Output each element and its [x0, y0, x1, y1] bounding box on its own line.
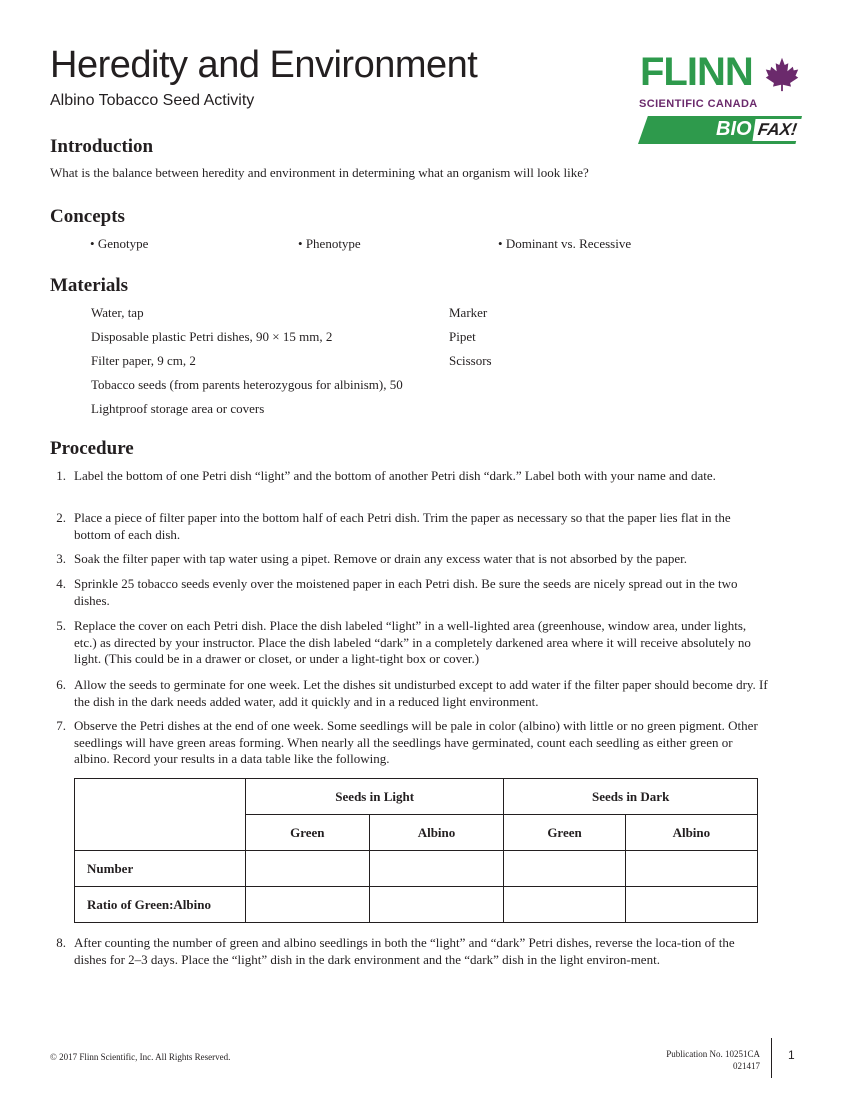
concept-label: Phenotype [305, 236, 361, 251]
table-group-header: Seeds in Dark [504, 779, 758, 815]
publication-code: 021417 [733, 1061, 760, 1071]
page-title: Heredity and Environment [50, 44, 478, 86]
logo-bio: BIO [716, 118, 752, 140]
step-text: Place a piece of filter paper into the bottom half of each Petri dish. Trim the paper as necessary so that the paper lies flat in the bottom of each dish. [74, 510, 731, 542]
concept-label: Dominant vs. Recessive [505, 236, 632, 251]
step-number: 8. [56, 935, 66, 950]
step-number: 1. [56, 468, 66, 483]
page-subtitle: Albino Tobacco Seed Activity [50, 92, 255, 109]
table-row-header: Number [75, 851, 246, 887]
table-cell [369, 851, 504, 887]
step-text: Allow the seeds to germinate for one week. Let the dishes sit undisturbed except to add water if the filter paper should become dry. If the dish in the dark needs added water, add it quickly and in a reduced light environment. [74, 677, 768, 709]
footer-publication [600, 1048, 760, 1072]
step-number: 5. [56, 618, 66, 633]
table-row [75, 887, 758, 923]
material-item: Filter paper, 9 cm, 2 [91, 353, 196, 368]
table-sub-header: Albino [369, 815, 504, 851]
table-cell [246, 887, 370, 923]
introduction-heading: Introduction [50, 136, 154, 157]
table-cell [625, 851, 757, 887]
table-corner-cell [75, 779, 246, 851]
table-cell [625, 887, 757, 923]
step-text: Observe the Petri dishes at the end of one week. Some seedlings will be pale in color (albino) with little or no green pigment. Other seedlings will have green areas forming. When nearly all the seedlings have germinated, count each seedling as either green or albino. Record your results in a data table like the following. [74, 718, 758, 766]
concepts-heading: Concepts [50, 206, 125, 227]
material-item: Tobacco seeds (from parents heterozygous for albinism), 50 [91, 377, 403, 392]
step-number: 7. [56, 718, 66, 733]
materials-heading: Materials [50, 275, 129, 296]
table-row [75, 851, 758, 887]
table-cell [369, 887, 504, 923]
step-text: Soak the filter paper with tap water using a pipet. Remove or drain any excess water that is not absorbed by the paper. [74, 551, 687, 566]
procedure-heading: Procedure [50, 438, 134, 459]
concept-item: • Genotype [90, 236, 149, 251]
maple-leaf-icon [764, 56, 800, 92]
material-item: Lightproof storage area or covers [91, 401, 265, 416]
material-item: Marker [449, 305, 488, 320]
concept-label: Genotype [97, 236, 149, 251]
concept-item: • Dominant vs. Recessive [498, 236, 632, 251]
data-table [74, 778, 758, 923]
maple-leaf-shape [766, 58, 798, 91]
concept-item: • Phenotype [298, 236, 361, 251]
step-text: Replace the cover on each Petri dish. Place the dish labeled “light” in a well-lighted area (greenhouse, window area, under lights, etc.) as directed by your instructor. Place the dish labeled “dark” in a completely darkened area where it will receive absolutely no light. (This could be in a drawer or closet, or under a light-tight box or cover.) [74, 618, 751, 666]
page-number: 1 [788, 1048, 795, 1062]
step-number: 6. [56, 677, 66, 692]
table-sub-header: Green [246, 815, 370, 851]
table-group-header: Seeds in Light [246, 779, 504, 815]
step-text: Sprinkle 25 tobacco seeds evenly over the moistened paper in each Petri dish. Be sure the seeds are nicely spread out in the two dishes. [74, 576, 738, 608]
material-item: Scissors [449, 353, 492, 368]
table-cell [504, 851, 625, 887]
step-number: 4. [56, 576, 66, 591]
footer-copyright: © 2017 Flinn Scientific, Inc. All Rights Reserved. [50, 1052, 231, 1062]
table-sub-header: Green [504, 815, 625, 851]
introduction-text: What is the balance between heredity and environment in determining what an organism will look like? [50, 165, 589, 180]
logo-fax: FAX! [752, 119, 802, 141]
step-text: Label the bottom of one Petri dish “light” and the bottom of another Petri dish “dark.” Label both with your name and date. [74, 468, 716, 483]
material-item: Disposable plastic Petri dishes, 90 × 15 mm, 2 [91, 329, 333, 344]
step-text: After counting the number of green and albino seedlings in both the “light” and “dark” Petri dishes, reverse the loca-tion of the dishes for 2–3 days. Place the “light” dish in the dark environment and the “dark” dish in the light environ-ment. [74, 935, 735, 967]
step-number: 2. [56, 510, 66, 525]
step-number: 3. [56, 551, 66, 566]
table-cell [504, 887, 625, 923]
logo-brand: FLINN [640, 50, 753, 94]
table-row-header: Ratio of Green:Albino [75, 887, 246, 923]
table-cell [246, 851, 370, 887]
flinn-logo [636, 50, 806, 150]
table-sub-header: Albino [625, 815, 757, 851]
material-item: Pipet [449, 329, 476, 344]
publication-number: Publication No. 10251CA [666, 1049, 760, 1059]
material-item: Water, tap [91, 305, 144, 320]
table-header-row [75, 779, 758, 815]
logo-tagline: SCIENTIFIC CANADA [639, 98, 758, 110]
footer-divider [771, 1038, 772, 1078]
